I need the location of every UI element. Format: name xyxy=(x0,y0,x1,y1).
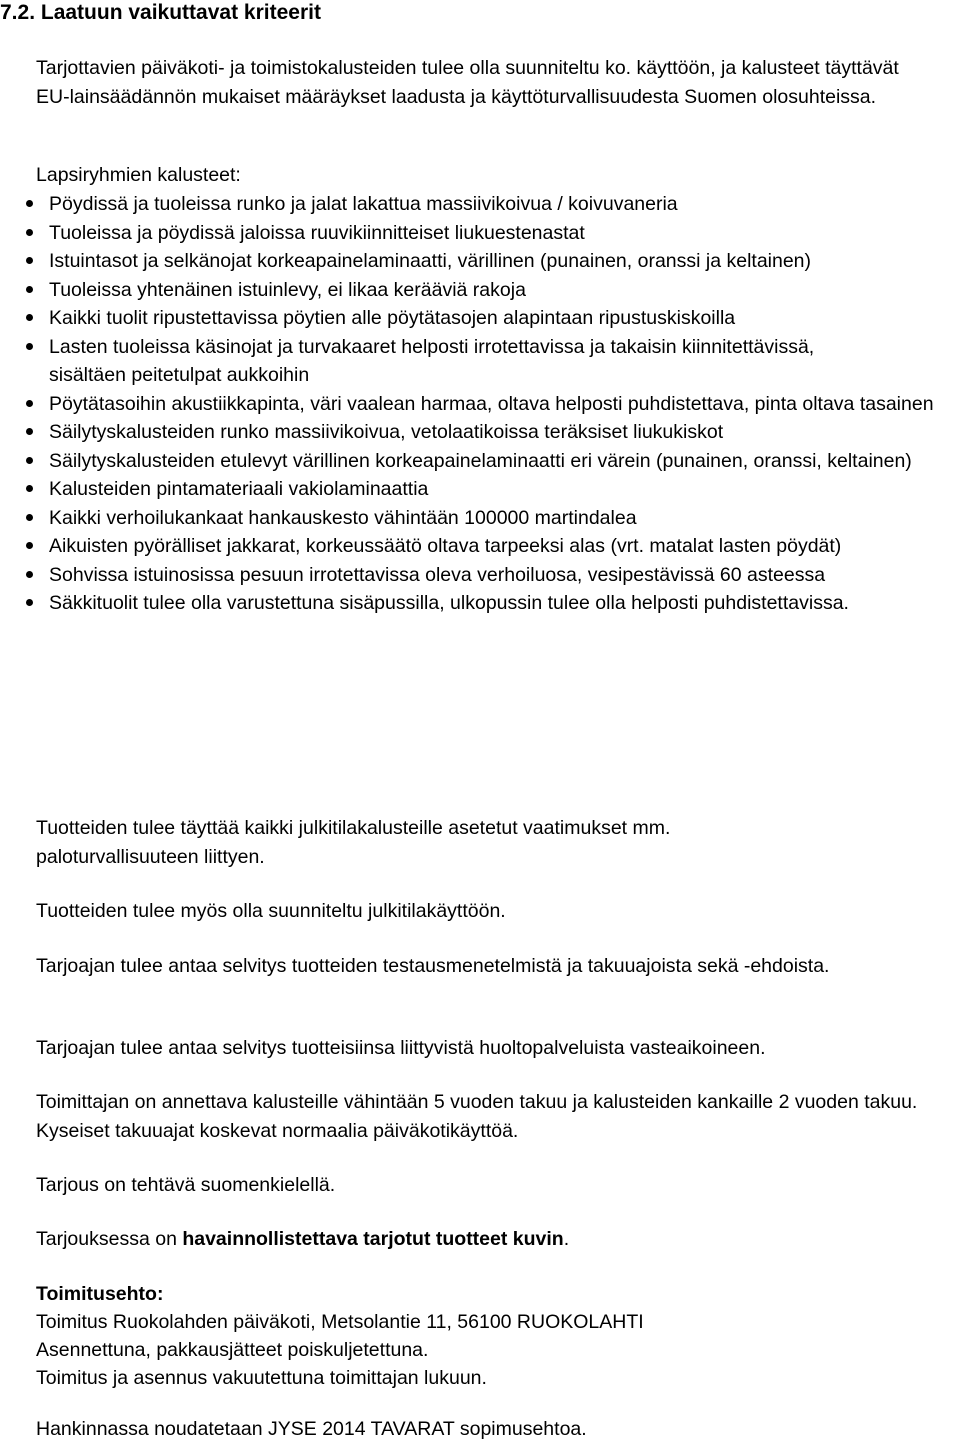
list-item: Kalusteiden pintamateriaali vakiolaminaattia xyxy=(26,475,960,504)
list-item: Aikuisten pyörälliset jakkarat, korkeussäätö oltava tarpeeksi alas (vrt. matalat lasten pöydät) xyxy=(26,532,960,561)
list-item: Tuoleissa yhtenäinen istuinlevy, ei likaa kerääviä rakoja xyxy=(26,276,960,305)
bullet-icon xyxy=(26,599,33,606)
list-item: Istuintasot ja selkänojat korkeapainelaminaatti, värillinen (punainen, oranssi ja keltainen) xyxy=(26,247,929,276)
list-item: Pöytätasoihin akustiikkapinta, väri vaalean harmaa, oltava helposti puhdistettava, pinta oltava tasainen xyxy=(26,390,960,419)
bullet-icon xyxy=(26,514,33,521)
delivery-line: Asennettuna, pakkausjätteet poiskuljetettuna. xyxy=(36,1339,429,1361)
list-item: Säilytyskalusteiden etulevyt värillinen korkeapainelaminaatti eri värein (punainen, oranssi, keltainen) xyxy=(26,447,944,476)
delivery-line: Toimitus Ruokolahden päiväkoti, Metsolantie 11, 56100 RUOKOLAHTI xyxy=(36,1311,644,1333)
delivery-line: Toimitus ja asennus vakuutettuna toimittajan lukuun. xyxy=(36,1367,487,1389)
delivery-title: Toimitusehto: xyxy=(36,1283,164,1305)
list-item: Kaikki tuolit ripustettavissa pöytien alle pöytätasojen alapintaan ripustuskiskoilla xyxy=(26,304,960,333)
intro-paragraph: Tarjottavien päiväkoti- ja toimistokalusteiden tulee olla suunniteltu ko. käyttöön, ja kalusteet täyttävät EU-lainsäädännön mukaiset määräykset laadusta ja käyttöturvallisuudesta Suomen olosuhteissa. xyxy=(36,57,899,108)
list-item: Säkkituolit tulee olla varustettuna sisäpussilla, ulkopussin tulee olla helposti puhdistettavissa. xyxy=(26,589,879,618)
bullet-icon xyxy=(26,343,33,350)
list-item: Kaikki verhoilukankaat hankauskesto vähintään 100000 martindalea xyxy=(26,504,960,533)
bullet-icon xyxy=(26,428,33,435)
bullet-icon xyxy=(26,257,33,264)
paragraph-warranty: Toimittajan on annettava kalusteille vähintään 5 vuoden takuu ja kalusteiden kankaille 2 vuoden takuu. Kyseiset takuuajat koskevat normaalia päiväkotikäyttöä. xyxy=(36,1091,918,1142)
bullet-icon xyxy=(26,314,33,321)
bullet-icon xyxy=(26,200,33,207)
bullet-icon xyxy=(26,485,33,492)
paragraph-maintenance: Tarjoajan tulee antaa selvitys tuotteisiinsa liittyvistä huoltopalveluista vasteaikoineen. xyxy=(36,1037,766,1059)
bullet-icon xyxy=(26,229,33,236)
list-item: Lasten tuoleissa käsinojat ja turvakaaret helposti irrotettavissa ja takaisin kiinnitettävissä, sisältäen peitetulpat aukkoihin xyxy=(26,333,869,390)
paragraph-images: Tarjouksessa on havainnollistettava tarjotut tuotteet kuvin. xyxy=(36,1228,570,1250)
paragraph-public-use: Tuotteiden tulee myös olla suunniteltu julkitilakäyttöön. xyxy=(36,900,506,922)
paragraph-testing: Tarjoajan tulee antaa selvitys tuotteiden testausmenetelmistä ja takuuajoista sekä -ehdoista. xyxy=(36,955,830,977)
list-item: Tuoleissa ja pöydissä jaloissa ruuvikiinnitteiset liukuestenastat xyxy=(26,219,960,248)
furniture-requirements-list xyxy=(26,190,960,618)
bullet-icon xyxy=(26,457,33,464)
bold-requirement: havainnollistettava tarjotut tuotteet kuvin xyxy=(182,1228,564,1250)
list-item: Säilytyskalusteiden runko massiivikoivua, vetolaatikoissa teräksiset liukukiskot xyxy=(26,418,960,447)
list-title: Lapsiryhmien kalusteet: xyxy=(36,164,241,186)
contract-terms-paragraph: Hankinnassa noudatetaan JYSE 2014 TAVARAT sopimusehtoa. xyxy=(36,1418,587,1440)
bullet-icon xyxy=(26,542,33,549)
paragraph-language: Tarjous on tehtävä suomenkielellä. xyxy=(36,1174,336,1196)
section-heading: 7.2. Laatuun vaikuttavat kriteerit xyxy=(0,1,321,24)
paragraph-fire-safety: Tuotteiden tulee täyttää kaikki julkitilakalusteille asetetut vaatimukset mm. paloturvallisuuteen liittyen. xyxy=(36,817,671,868)
bullet-icon xyxy=(26,286,33,293)
list-item: Pöydissä ja tuoleissa runko ja jalat lakattua massiivikoivua / koivuvaneria xyxy=(26,190,960,219)
list-item: Sohvissa istuinosissa pesuun irrotettavissa oleva verhoiluosa, vesipestävissä 60 asteessa xyxy=(26,561,929,590)
bullet-icon xyxy=(26,571,33,578)
bullet-icon xyxy=(26,400,33,407)
